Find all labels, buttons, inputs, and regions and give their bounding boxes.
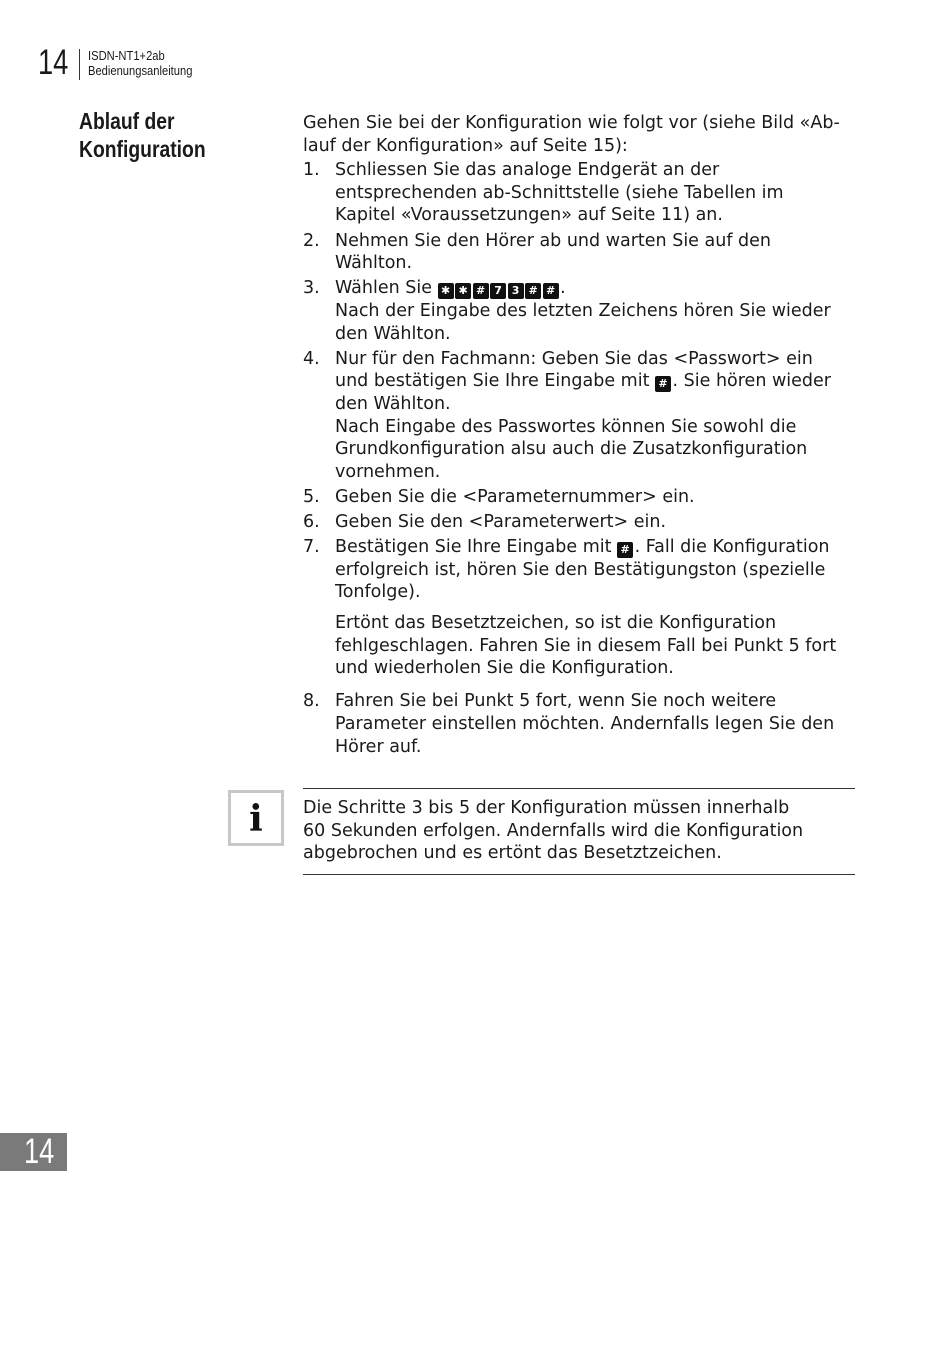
step-text — [335, 486, 859, 509]
text-line — [335, 277, 859, 300]
star-key-icon: ✱ — [438, 283, 454, 299]
text-line: Hörer auf. — [335, 736, 422, 757]
text-segment: . — [560, 278, 566, 299]
hash-key-icon: # — [473, 283, 489, 299]
page-number: 14 — [38, 43, 69, 82]
step-note-paragraph — [335, 612, 859, 680]
text-line: Nehmen Sie den Hörer ab und warten Sie auf den — [335, 230, 772, 251]
step-text — [335, 159, 859, 227]
text-line: Parameter einstellen möchten. Andernfalls legen Sie den — [335, 714, 835, 734]
step-number: 7. — [303, 537, 320, 558]
list-item — [303, 230, 859, 275]
text-line: Tonfolge). — [335, 582, 421, 603]
text-line: und wiederholen Sie die Konfiguration. — [335, 658, 674, 679]
text-line: Nach Eingabe des Passwortes können Sie sowohl die — [335, 416, 797, 437]
header-divider — [79, 49, 80, 80]
text-line: entsprechenden ab-Schnittstelle (siehe Tabellen im — [335, 182, 784, 203]
text-line: 60 Sekunden erfolgen. Andernfalls wird die Konfiguration — [303, 820, 804, 841]
step-number: 1. — [303, 160, 320, 181]
document-type: Bedienungsanleitung — [88, 63, 193, 78]
step-text — [335, 511, 859, 534]
text-line: Gehen Sie bei der Konfiguration wie folgt vor (siehe Bild «Ab- — [303, 113, 840, 133]
step-text — [335, 230, 859, 275]
step-number: 3. — [303, 278, 320, 299]
info-icon — [228, 790, 284, 846]
text-line: Geben Sie den <Parameterwert> ein. — [335, 512, 667, 533]
digit-7-key-icon: 7 — [490, 283, 506, 299]
text-line: den Wählton. — [335, 323, 451, 344]
text-line: Wählton. — [335, 253, 413, 274]
list-item — [303, 690, 859, 758]
text-segment: Wählen Sie — [335, 278, 433, 299]
text-line: den Wählton. — [335, 393, 451, 414]
step-text — [335, 277, 859, 345]
text-line — [335, 370, 859, 393]
step-text — [335, 536, 859, 688]
step-number: 6. — [303, 512, 320, 533]
text-line: Fahren Sie bei Punkt 5 fort, wenn Sie noch weitere — [335, 691, 777, 712]
info-note — [303, 788, 855, 875]
hash-key-icon: # — [525, 283, 541, 299]
section-title-line: Konfiguration — [79, 136, 206, 162]
step-number: 2. — [303, 230, 320, 251]
step-text — [335, 348, 859, 484]
list-item — [303, 348, 859, 484]
step-number: 5. — [303, 486, 320, 507]
list-item — [303, 536, 859, 688]
text-line: Grundkonfiguration alsu auch die Zusatzkonfiguration — [335, 439, 808, 460]
text-line — [335, 536, 859, 559]
step-number: 8. — [303, 691, 320, 712]
product-name: ISDN-NT1+2ab — [88, 48, 165, 63]
info-glyph: i — [249, 798, 263, 840]
list-item — [303, 159, 859, 227]
digit-3-key-icon: 3 — [508, 283, 524, 299]
text-line: fehlgeschlagen. Fahren Sie in diesem Fall bei Punkt 5 fort — [335, 635, 837, 656]
hash-key-icon: # — [617, 542, 633, 558]
text-segment: Bestätigen Sie Ihre Eingabe mit — [335, 537, 612, 558]
hash-key-icon: # — [655, 376, 671, 392]
star-key-icon: ✱ — [455, 283, 471, 299]
steps-list — [303, 159, 859, 758]
hash-key-icon: # — [543, 283, 559, 299]
text-line: abgebrochen und es ertönt das Besetztzeichen. — [303, 843, 722, 864]
intro-paragraph — [303, 112, 859, 157]
list-item — [303, 277, 859, 345]
text-line: Ertönt das Besetztzeichen, so ist die Konfiguration — [335, 613, 777, 634]
document-title — [88, 48, 192, 78]
text-line: erfolgreich ist, hören Sie den Bestätigungston (spezielle — [335, 559, 826, 580]
text-line: Die Schritte 3 bis 5 der Konfiguration müssen innerhalb — [303, 798, 790, 818]
list-item — [303, 486, 859, 509]
key-sequence — [438, 278, 561, 298]
step-number: 4. — [303, 348, 320, 369]
text-segment: und bestätigen Sie Ihre Eingabe mit — [335, 371, 650, 392]
list-item — [303, 511, 859, 534]
text-line: Geben Sie die <Parameternummer> ein. — [335, 486, 695, 507]
footer-page-number: 14 — [24, 1132, 55, 1171]
text-line: Nur für den Fachmann: Geben Sie das <Passwort> ein — [335, 348, 813, 369]
main-content — [303, 112, 859, 761]
section-title — [79, 107, 206, 163]
text-line: Nach der Eingabe des letzten Zeichens hören Sie wieder — [335, 300, 831, 321]
text-line: Schliessen Sie das analoge Endgerät an der — [335, 160, 720, 181]
text-line: Kapitel «Voraussetzungen» auf Seite 11) an. — [335, 205, 723, 226]
text-segment: . Fall die Konfiguration — [634, 537, 830, 558]
text-line: lauf der Konfiguration» auf Seite 15): — [303, 135, 628, 156]
text-segment: . Sie hören wieder — [672, 371, 831, 392]
step-text — [335, 690, 859, 758]
text-line: vornehmen. — [335, 461, 441, 482]
section-title-line: Ablauf der — [79, 108, 175, 134]
page-tab — [0, 1133, 67, 1171]
